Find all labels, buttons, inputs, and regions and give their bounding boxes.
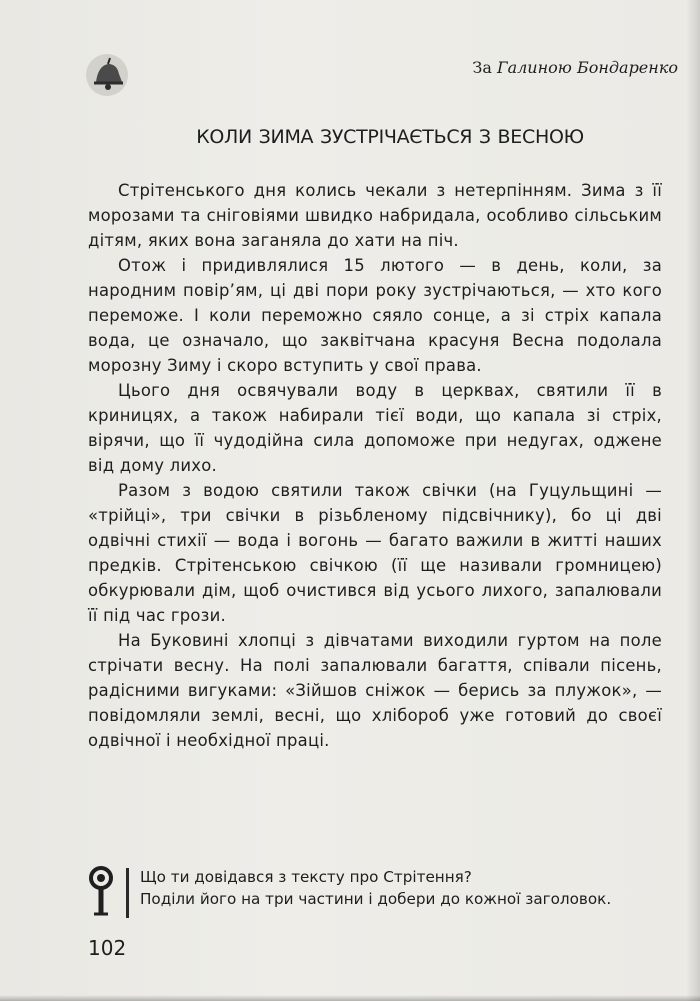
page-number: 102 (88, 936, 127, 960)
question-line: Поділи його на три частини і добери до кожної заголовок. (140, 890, 612, 908)
paragraph: Стрітенського дня колись чекали з нетерпінням. Зима з її морозами та сніговіями швидко набридала, особливо сільським дітям, яких вона заганяла до хати на піч. (88, 181, 662, 250)
author-name: Галиною Бондаренко (496, 58, 678, 77)
page-title: КОЛИ ЗИМА ЗУСТРІЧАЄТЬСЯ З ВЕСНОЮ (196, 126, 584, 148)
page-edge-shadow (686, 0, 700, 1001)
paragraph: На Буковині хлопці з дівчатами виходили гуртом на поле стрічати весну. На полі запалювали багаття, співали пісень, радісними вигуками: «Зійшов сніжок — берись за плужок», — повідомляли землі, весні, що хлібороб уже готовий до своєї одвічної і необхідної праці. (88, 631, 662, 750)
bell-icon (84, 52, 130, 98)
paragraph: Отож і придивлялися 15 лютого — в день, коли, за народним повір’ям, ці дві пори року зустрічаються, — хто кого переможе. І коли переможно сяяло сонце, а зі стріх капала вода, це означало, що заквітчана красуня Весна подолала морозну Зиму і скоро вступить у свої права. (88, 256, 662, 375)
paragraph: Цього дня освячували воду в церквах, святили її в криницях, а також набирали тієї води, що капала зі стріх, вірячи, що її чудодійна сила допоможе при недугах, оджене від дому лихо. (88, 381, 662, 475)
questions-divider (126, 868, 129, 918)
author-attribution (472, 58, 678, 77)
author-prefix: За (472, 58, 492, 77)
question-line: Що ти довідався з тексту про Стрітення? (140, 868, 472, 886)
story-text (88, 178, 662, 753)
page-bottom-edge (0, 995, 700, 1001)
paragraph: Разом з водою святили також свічки (на Гуцульщині — «трійці», три свічки в різьбленому підсвічнику), бо ці дві одвічні стихії — вода і вогонь — багато важили в житті наших предків. Стрітенською свічкою (її ще називали громницею) обкурювали дім, щоб очистився від усього лихого, запалювали її під час грози. (88, 481, 662, 625)
questions-block (140, 866, 680, 910)
question-mark-icon (86, 864, 120, 922)
